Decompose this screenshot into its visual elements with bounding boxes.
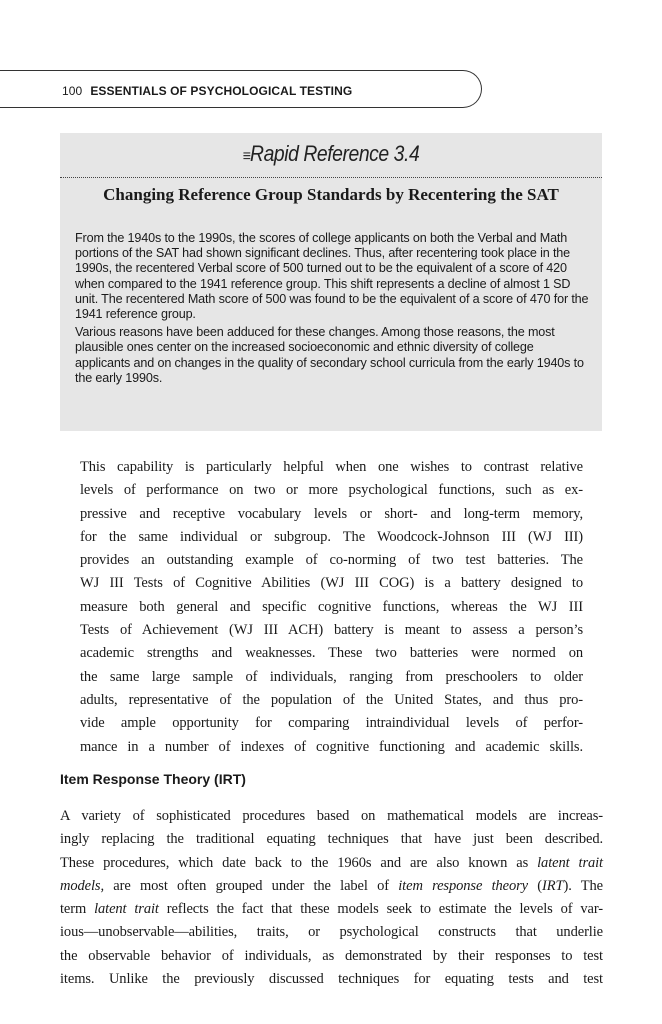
body-line: This capability is particularly helpful when one wishes to contrast relative	[80, 459, 583, 475]
body-text: are most often grouped under the label of	[104, 877, 399, 894]
rapid-reference-box	[60, 133, 602, 431]
body-line: academic strengths and weaknesses. These two batteries were normed on	[80, 645, 583, 662]
body-line: measure both general and specific cognitive functions, whereas the WJ III	[80, 598, 583, 615]
term-item-response-theory: item response theory	[398, 877, 529, 894]
rapid-reference-heading	[93, 141, 570, 167]
body-text: reflects the fact that these models seek to estimate the levels of var-	[158, 901, 603, 918]
body-line: Tests of Achievement (WJ III ACH) battery is meant to assess a person’s	[80, 622, 583, 639]
body-line: ious—unobservable—abilities, traits, or psychological constructs that underlie	[60, 924, 603, 941]
body-line: for the same individual or subgroup. The Woodcock-Johnson III (WJ III)	[80, 528, 583, 545]
body-text: ). The	[563, 877, 603, 894]
section-heading: Item Response Theory (IRT)	[60, 771, 246, 787]
body-line: A variety of sophisticated procedures based on mathematical models are increas-	[60, 808, 603, 824]
body-line: mance in a number of indexes of cognitive functioning and academic skills.	[80, 738, 583, 755]
running-title: ESSENTIALS OF PSYCHOLOGICAL TESTING	[90, 84, 353, 98]
indented-paragraph	[80, 456, 583, 759]
body-line: levels of performance on two or more psychological functions, such as ex-	[80, 482, 583, 499]
term-latent-trait: latent trait	[94, 901, 159, 918]
body-line	[60, 852, 603, 875]
body-line: WJ III Tests of Cognitive Abilities (WJ III COG) is a battery designed to	[80, 575, 583, 592]
rapid-reference-body	[75, 231, 590, 389]
rapid-reference-title: Changing Reference Group Standards by Recentering the SAT	[103, 185, 559, 204]
rapid-reference-label: Rapid Reference 3.4	[250, 141, 420, 166]
body-line: adults, representative of the population of the United States, and thus pro-	[80, 691, 583, 708]
page-number: 100	[62, 84, 83, 98]
body-line: ingly replacing the traditional equating techniques that have just been described.	[60, 831, 603, 848]
body-text: (	[528, 877, 543, 894]
arrow-icon: ≡	[242, 148, 249, 165]
rapid-reference-para-1: From the 1940s to the 1990s, the scores of college applicants on both the Verbal and Math portions of the SAT had shown significant declines. Thus, after recentering took place in the 1990s, the recentered Verbal score of 500 turned out to be the equivalent of a score of 420 when compared to the 1941 reference group. This shift represents a decline of almost 1 SD unit. The recentered Math score of 500 was found to be the equivalent of a score of 470 for the 1941 reference group.	[75, 231, 589, 322]
body-line: pressive and receptive vocabulary levels or short- and long-term memory,	[80, 505, 583, 522]
body-text: These procedures, which date back to the 1960s and are also known as	[60, 854, 538, 871]
body-line: the same large sample of individuals, ranging from preschoolers to older	[80, 668, 583, 685]
dotted-divider	[60, 177, 602, 178]
irt-paragraph	[60, 805, 603, 991]
term-irt: IRT	[542, 877, 564, 894]
body-line: provides an outstanding example of co-norming of two test batteries. The	[80, 552, 583, 569]
body-line: the observable behavior of individuals, as demonstrated by their responses to test	[60, 947, 603, 964]
body-line	[60, 875, 603, 898]
term-models: models,	[60, 877, 105, 894]
body-text: term	[60, 901, 95, 918]
body-line: vide ample opportunity for comparing intraindividual levels of perfor-	[80, 715, 583, 732]
body-line: items. Unlike the previously discussed techniques for equating tests and test	[60, 971, 603, 988]
rapid-reference-para-2: Various reasons have been adduced for these changes. Among those reasons, the most plausible ones center on the increased socioeconomic and ethnic diversity of college applicants and on changes in the quality of secondary school curricula from the early 1940s to the early 1990s.	[75, 325, 584, 385]
term-latent-trait: latent trait	[537, 854, 603, 871]
running-header	[62, 84, 352, 98]
body-line	[60, 898, 603, 921]
